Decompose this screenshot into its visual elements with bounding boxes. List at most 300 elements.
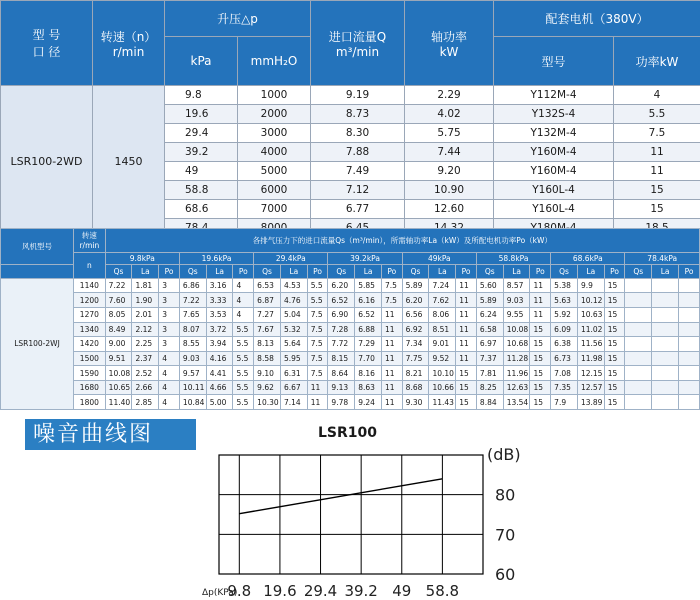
header-mmh2o: mmH₂O xyxy=(238,37,311,86)
sub-header: La xyxy=(429,265,456,279)
table-cell: 10.30 xyxy=(254,395,281,410)
table-cell: 8.16 xyxy=(355,366,382,381)
table-cell: 1.81 xyxy=(132,278,159,293)
table-cell: 1800 xyxy=(74,395,106,410)
table-cell: 15 xyxy=(530,366,551,381)
table-cell: 7.34 xyxy=(402,337,429,352)
table-cell xyxy=(625,308,652,323)
performance-table xyxy=(0,0,700,238)
table-cell: 6.58 xyxy=(476,322,503,337)
table-cell: 7.24 xyxy=(429,278,456,293)
header-speed-label: 转速（n） xyxy=(100,29,157,44)
table-cell: 8.64 xyxy=(328,366,355,381)
table-cell: 12.15 xyxy=(577,366,604,381)
table-cell: 5.04 xyxy=(280,308,307,323)
x-tick-label: 9.8 xyxy=(227,582,252,600)
header-motor-power: 功率kW xyxy=(614,37,700,86)
table-cell: 11 xyxy=(614,143,700,162)
header-speed-unit: r/min xyxy=(112,44,145,59)
sub-header: La xyxy=(206,265,233,279)
table-cell: 11 xyxy=(456,322,477,337)
chart-title: LSR100 xyxy=(318,425,378,441)
sub-header: Qs xyxy=(402,265,429,279)
table-cell: 5000 xyxy=(238,162,311,181)
table-row xyxy=(1,395,700,410)
table-cell: 11 xyxy=(381,380,402,395)
table-cell: 4.16 xyxy=(206,351,233,366)
table-cell: 2.85 xyxy=(132,395,159,410)
table-cell xyxy=(678,278,699,293)
table-cell: 8.07 xyxy=(179,322,206,337)
sub-header: Po xyxy=(381,265,402,279)
table-cell: 15 xyxy=(456,395,477,410)
table-cell: 9.03 xyxy=(503,293,530,308)
table-cell: Y160L-4 xyxy=(494,181,614,200)
speed-table-body xyxy=(1,278,700,409)
sub-header: Qs xyxy=(476,265,503,279)
table-cell: 4.76 xyxy=(280,293,307,308)
table-cell: 5.5 xyxy=(233,366,254,381)
table-cell: 7.5 xyxy=(307,366,328,381)
table-cell: 7.14 xyxy=(280,395,307,410)
table-cell: 5.32 xyxy=(280,322,307,337)
table-cell: 11 xyxy=(381,366,402,381)
table-cell: 7.29 xyxy=(355,337,382,352)
table-cell: Y160L-4 xyxy=(494,200,614,219)
table-cell xyxy=(678,395,699,410)
table-cell: 5.64 xyxy=(280,337,307,352)
table-cell: 5.00 xyxy=(206,395,233,410)
table-cell: 10.90 xyxy=(405,181,494,200)
table-cell: 3 xyxy=(159,337,180,352)
table-cell: 6.38 xyxy=(551,337,578,352)
table-cell: 15 xyxy=(604,322,625,337)
table-row xyxy=(1,351,700,366)
sub-header: Po xyxy=(678,265,699,279)
t2-header-model: 风机型号 xyxy=(1,229,74,265)
table-cell xyxy=(625,351,652,366)
table-cell: 7.44 xyxy=(405,143,494,162)
table-row xyxy=(1,278,700,293)
table-cell: 7.5 xyxy=(381,278,402,293)
table-cell: 7.5 xyxy=(307,337,328,352)
header-pressure: 升压△p xyxy=(165,1,311,37)
x-tick-label: 49 xyxy=(392,582,412,600)
table-cell: 11 xyxy=(381,337,402,352)
table-cell: 8.06 xyxy=(429,308,456,323)
table-cell: 1000 xyxy=(238,86,311,105)
table-cell: 11 xyxy=(381,322,402,337)
table-cell: 49 xyxy=(165,162,238,181)
sub-header: Qs xyxy=(179,265,206,279)
table-cell: 11 xyxy=(381,395,402,410)
speed-table xyxy=(0,228,700,410)
table-cell: 2.25 xyxy=(132,337,159,352)
table-cell: 15 xyxy=(614,200,700,219)
header-flow-label: 进口流量Q xyxy=(328,29,387,44)
table-cell: 11.96 xyxy=(503,366,530,381)
table-cell: Y132M-4 xyxy=(494,124,614,143)
table-cell: 39.2 xyxy=(165,143,238,162)
table-cell: 15 xyxy=(530,380,551,395)
table-cell: 10.08 xyxy=(503,322,530,337)
header-kpa: kPa xyxy=(165,37,238,86)
sub-header: La xyxy=(280,265,307,279)
t2-header-n: n xyxy=(74,252,106,278)
table-cell: 8.55 xyxy=(179,337,206,352)
table-cell: 4 xyxy=(233,293,254,308)
table-cell: 1500 xyxy=(74,351,106,366)
table-cell: 15 xyxy=(604,395,625,410)
table-cell: 9.62 xyxy=(254,380,281,395)
table-cell xyxy=(625,395,652,410)
y-tick-label: 60 xyxy=(495,565,516,584)
table-row xyxy=(1,322,700,337)
table-row xyxy=(1,337,700,352)
table-cell: 8.68 xyxy=(402,380,429,395)
table-cell: 8.49 xyxy=(105,322,132,337)
table-cell: 11 xyxy=(530,278,551,293)
table-cell: 15 xyxy=(604,366,625,381)
table-cell: 4 xyxy=(233,308,254,323)
table-cell: 11.40 xyxy=(105,395,132,410)
table-cell: 5.75 xyxy=(405,124,494,143)
table-cell: 9.13 xyxy=(328,380,355,395)
t2-header-speed xyxy=(74,229,106,253)
table-cell: 7.28 xyxy=(328,322,355,337)
table-cell: 29.4 xyxy=(165,124,238,143)
table-cell: 3 xyxy=(159,322,180,337)
table-cell: 8.51 xyxy=(429,322,456,337)
table-cell: 7.08 xyxy=(551,366,578,381)
table-cell: 6.73 xyxy=(551,351,578,366)
table-cell: 10.66 xyxy=(429,380,456,395)
table-cell xyxy=(625,278,652,293)
header-flow-unit: m³/min xyxy=(335,44,380,59)
table-cell: 13.89 xyxy=(577,395,604,410)
pressure-header: 78.4kPa xyxy=(625,252,700,264)
table-cell: 4 xyxy=(159,351,180,366)
table-cell: 10.11 xyxy=(179,380,206,395)
table-cell: 11.28 xyxy=(503,351,530,366)
pressure-header: 9.8kPa xyxy=(105,252,179,264)
table-cell: 3000 xyxy=(238,124,311,143)
table-cell: 7.37 xyxy=(476,351,503,366)
table-cell: 5.5 xyxy=(233,351,254,366)
table-row xyxy=(1,366,700,381)
table-cell: 8.84 xyxy=(476,395,503,410)
table-cell: Y160M-4 xyxy=(494,162,614,181)
table-cell: 6.92 xyxy=(402,322,429,337)
table-cell: 7.5 xyxy=(614,124,700,143)
table-cell xyxy=(625,293,652,308)
table-cell: 15 xyxy=(456,380,477,395)
table-cell: Y132S-4 xyxy=(494,105,614,124)
noise-banner: 噪音曲线图 xyxy=(25,419,196,450)
table-cell: 3.53 xyxy=(206,308,233,323)
table-cell: 8.15 xyxy=(328,351,355,366)
sub-header: Po xyxy=(307,265,328,279)
table-cell: 7.5 xyxy=(307,351,328,366)
table-cell xyxy=(652,395,679,410)
table-cell xyxy=(652,366,679,381)
table-cell: 11 xyxy=(530,308,551,323)
table-cell xyxy=(678,351,699,366)
table-cell: 4.02 xyxy=(405,105,494,124)
sub-header: Qs xyxy=(625,265,652,279)
sub-header: Po xyxy=(530,265,551,279)
pressure-header: 19.6kPa xyxy=(179,252,253,264)
table-cell: 10.65 xyxy=(105,380,132,395)
table-cell: 1680 xyxy=(74,380,106,395)
x-axis-label: Δp(KPa) xyxy=(202,588,238,598)
table-cell: 5.5 xyxy=(233,395,254,410)
table-cell: 15 xyxy=(604,337,625,352)
table-cell: 4 xyxy=(159,395,180,410)
table-cell: 1590 xyxy=(74,366,106,381)
table-cell: 15 xyxy=(456,366,477,381)
table-cell: 7.75 xyxy=(402,351,429,366)
table-cell: 6.09 xyxy=(551,322,578,337)
table-cell xyxy=(652,380,679,395)
table-cell: 4.66 xyxy=(206,380,233,395)
table-cell: 6.88 xyxy=(355,322,382,337)
table-cell: Y112M-4 xyxy=(494,86,614,105)
table-cell: 8.57 xyxy=(503,278,530,293)
table-cell: 15 xyxy=(604,293,625,308)
table-cell: 5.5 xyxy=(307,278,328,293)
table-cell: 12.63 xyxy=(503,380,530,395)
table-cell: 5.92 xyxy=(551,308,578,323)
table-cell: 6.16 xyxy=(355,293,382,308)
table-cell: 7.5 xyxy=(307,308,328,323)
table-cell: 4 xyxy=(159,366,180,381)
table-cell: 1270 xyxy=(74,308,106,323)
header-flow xyxy=(311,1,405,86)
table-cell: 7.9 xyxy=(551,395,578,410)
table-cell: 6.86 xyxy=(179,278,206,293)
table-cell: 3 xyxy=(159,293,180,308)
table-cell: 6.87 xyxy=(254,293,281,308)
table-row xyxy=(1,86,700,105)
pressure-header: 49kPa xyxy=(402,252,476,264)
table-cell: 7.70 xyxy=(355,351,382,366)
table-cell: 4 xyxy=(233,278,254,293)
table-cell xyxy=(652,278,679,293)
table-cell: 9.24 xyxy=(355,395,382,410)
table-cell: 11.02 xyxy=(577,322,604,337)
table-cell: 7.88 xyxy=(311,143,405,162)
table-cell: 9.30 xyxy=(402,395,429,410)
t2-header-speed-label: 转速 xyxy=(81,231,97,241)
table-cell: 1140 xyxy=(74,278,106,293)
table-cell: 5.89 xyxy=(402,278,429,293)
sub-header: Po xyxy=(604,265,625,279)
table-cell xyxy=(678,293,699,308)
table-cell: 1200 xyxy=(74,293,106,308)
table-cell: 6.90 xyxy=(328,308,355,323)
table-cell: 3 xyxy=(159,278,180,293)
table-row xyxy=(1,308,700,323)
table-cell: 9.20 xyxy=(405,162,494,181)
table-cell: 8.21 xyxy=(402,366,429,381)
sub-header: La xyxy=(355,265,382,279)
table-cell: 9.01 xyxy=(429,337,456,352)
header-speed xyxy=(93,1,165,86)
table-cell: 10.63 xyxy=(577,308,604,323)
table-cell: 5.60 xyxy=(476,278,503,293)
table-cell: 9.03 xyxy=(179,351,206,366)
table-cell: 6.53 xyxy=(254,278,281,293)
table-cell xyxy=(678,337,699,352)
table-cell: 8.05 xyxy=(105,308,132,323)
x-tick-label: 39.2 xyxy=(344,582,378,600)
table-cell: 2.52 xyxy=(132,366,159,381)
table-cell: 9.10 xyxy=(254,366,281,381)
noise-chart xyxy=(0,440,700,600)
table-cell: 2.01 xyxy=(132,308,159,323)
table-cell: 1340 xyxy=(74,322,106,337)
sub-header: Qs xyxy=(105,265,132,279)
table-cell: 3.94 xyxy=(206,337,233,352)
sub-header: La xyxy=(503,265,530,279)
table-cell: 9.51 xyxy=(105,351,132,366)
t2-header-speed-unit: r/min xyxy=(79,241,100,251)
table-cell: 2000 xyxy=(238,105,311,124)
table-cell xyxy=(652,337,679,352)
header-shaft-power xyxy=(405,1,494,86)
table-cell: 15 xyxy=(530,337,551,352)
table-cell: 11 xyxy=(456,308,477,323)
header-shaft-unit: kW xyxy=(439,44,459,59)
table-cell: 2.12 xyxy=(132,322,159,337)
table-cell: 6.20 xyxy=(402,293,429,308)
pressure-header: 58.8kPa xyxy=(476,252,550,264)
table-cell: 9.78 xyxy=(328,395,355,410)
table-cell: 6.52 xyxy=(328,293,355,308)
table-cell: 11 xyxy=(456,278,477,293)
table-cell: 7.27 xyxy=(254,308,281,323)
table-cell: 5.85 xyxy=(355,278,382,293)
table-cell: 5.5 xyxy=(233,380,254,395)
table-cell: 8.73 xyxy=(311,105,405,124)
table-cell: 11.43 xyxy=(429,395,456,410)
table-cell: 2.37 xyxy=(132,351,159,366)
table-cell: 5.5 xyxy=(614,105,700,124)
table-cell: 5.89 xyxy=(476,293,503,308)
table-cell: 11.56 xyxy=(577,337,604,352)
table-cell: 15 xyxy=(530,322,551,337)
table-cell: 4 xyxy=(614,86,700,105)
table-cell: 7.62 xyxy=(429,293,456,308)
table-cell: 6.52 xyxy=(355,308,382,323)
table-cell: 11 xyxy=(381,308,402,323)
table-cell xyxy=(652,322,679,337)
y-tick-label: 80 xyxy=(495,485,516,505)
table-cell xyxy=(652,293,679,308)
table-cell: 12.57 xyxy=(577,380,604,395)
table-cell: 7.81 xyxy=(476,366,503,381)
table-cell: 11 xyxy=(381,351,402,366)
table-cell: 6000 xyxy=(238,181,311,200)
table-cell: 8.13 xyxy=(254,337,281,352)
table-cell xyxy=(678,308,699,323)
t2-header-model-spacer xyxy=(1,265,74,279)
table-cell: 8.30 xyxy=(311,124,405,143)
table-cell: 3 xyxy=(159,308,180,323)
table-cell: 7.49 xyxy=(311,162,405,181)
table-cell: 19.6 xyxy=(165,105,238,124)
table-cell: 8.63 xyxy=(355,380,382,395)
header-motor-model: 型号 xyxy=(494,37,614,86)
table-cell: 4 xyxy=(159,380,180,395)
y-axis-label: (dB) xyxy=(487,445,521,464)
table-cell: 6.56 xyxy=(402,308,429,323)
table-cell: 11 xyxy=(614,162,700,181)
noise-series-line xyxy=(239,479,442,514)
table-cell: 5.5 xyxy=(307,293,328,308)
table-cell: 15 xyxy=(604,278,625,293)
table-cell: 1.90 xyxy=(132,293,159,308)
table-cell: 58.8 xyxy=(165,181,238,200)
table-cell: 11 xyxy=(307,395,328,410)
table-cell: Y160M-4 xyxy=(494,143,614,162)
table-row xyxy=(1,293,700,308)
table-cell: 8.25 xyxy=(476,380,503,395)
sub-header: Qs xyxy=(254,265,281,279)
table-cell: 7.5 xyxy=(307,322,328,337)
table-cell: 7.5 xyxy=(381,293,402,308)
table-cell: 7.22 xyxy=(179,293,206,308)
table-cell: 9.55 xyxy=(503,308,530,323)
t2-header-title: 各排气压力下的进口流量Qs（m³/min），所需轴功率La（kW）及所配电机功率Po（kW） xyxy=(105,229,699,253)
table-cell: 8.58 xyxy=(254,351,281,366)
sub-header: La xyxy=(132,265,159,279)
table-cell xyxy=(652,351,679,366)
table-cell: 5.5 xyxy=(233,337,254,352)
performance-table-body xyxy=(1,86,700,238)
table-cell: 10.12 xyxy=(577,293,604,308)
sub-header: Qs xyxy=(328,265,355,279)
table-cell: 11 xyxy=(307,380,328,395)
table-cell: 6.20 xyxy=(328,278,355,293)
table-cell: 15 xyxy=(530,395,551,410)
sub-header: La xyxy=(577,265,604,279)
sub-header: La xyxy=(652,265,679,279)
sub-header: Po xyxy=(159,265,180,279)
table-cell: 15 xyxy=(604,308,625,323)
table-cell: 7.67 xyxy=(254,322,281,337)
table-cell xyxy=(625,366,652,381)
table-cell: 7.22 xyxy=(105,278,132,293)
x-tick-label: 19.6 xyxy=(263,582,297,600)
table-cell: 13.54 xyxy=(503,395,530,410)
table-cell: 9.19 xyxy=(311,86,405,105)
x-tick-label: 29.4 xyxy=(303,582,338,600)
table-cell: 12.60 xyxy=(405,200,494,219)
model-cell: LSR100-2WD xyxy=(1,86,93,238)
table-cell: 5.95 xyxy=(280,351,307,366)
table-cell: 5.63 xyxy=(551,293,578,308)
table-cell: 4000 xyxy=(238,143,311,162)
header-motor: 配套电机（380V） xyxy=(494,1,700,37)
table-cell: 68.6 xyxy=(165,200,238,219)
table-cell: 7.12 xyxy=(311,181,405,200)
table-cell xyxy=(678,380,699,395)
header-shaft-label: 轴功率 xyxy=(431,29,468,44)
table-cell xyxy=(678,366,699,381)
table-cell: 7.35 xyxy=(551,380,578,395)
